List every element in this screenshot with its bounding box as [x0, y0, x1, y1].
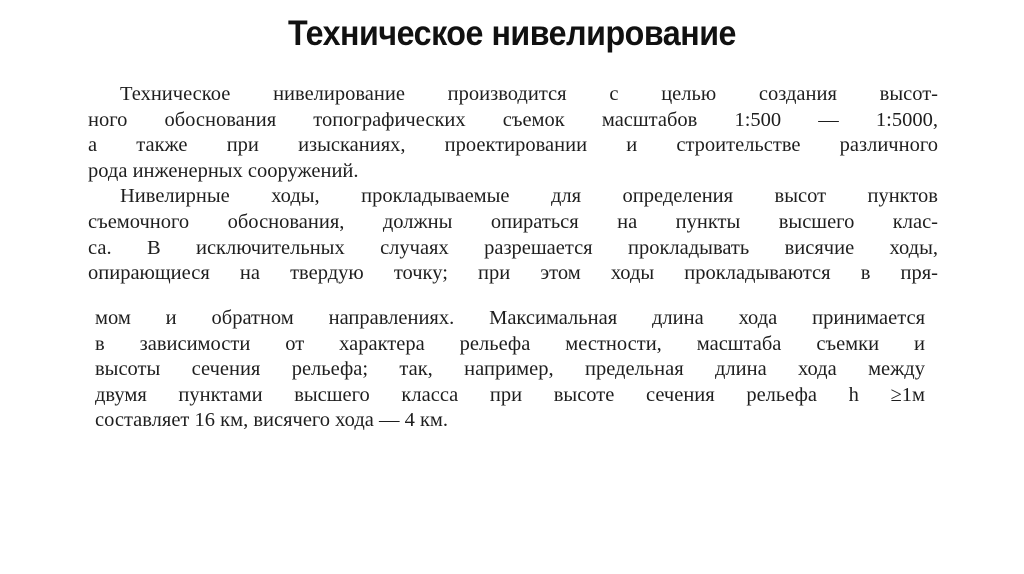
text-line: в зависимости от характера рельефа местности, масштаба съемки и — [95, 332, 925, 355]
slide-title: Техническое нивелирование — [287, 14, 737, 53]
text-line: рода инженерных сооружений. — [88, 159, 359, 182]
text-line: составляет 16 км, висячего хода — 4 км. — [95, 409, 449, 432]
text-line: опирающиеся на твердую точку; при этом ходы прокладываются в пря- — [88, 262, 938, 285]
text-line: мом и обратном направлениях. Максимальная длина хода принимается — [95, 307, 925, 329]
text-line: Техническое нивелирование производится с целью создания высот- — [120, 83, 938, 105]
scanned-text-fragment-2 — [95, 306, 925, 434]
scanned-text-fragment-1 — [88, 82, 938, 287]
text-line: а также при изысканиях, проектировании и строительстве различного — [88, 134, 938, 157]
text-line: Нивелирные ходы, прокладываемые для определения высот пунктов — [120, 185, 938, 208]
text-line: высоты сечения рельефа; так, например, предельная длина хода между — [95, 358, 925, 381]
text-line: съемочного обоснования, должны опираться на пункты высшего клас- — [88, 210, 938, 233]
text-line: ного обоснования топографических съемок масштабов 1:500 — 1:5000, — [88, 108, 938, 131]
text-line: двумя пунктами высшего класса при высоте сечения рельефа h ≥1м — [95, 383, 925, 406]
text-line: са. В исключительных случаях разрешается прокладывать висячие ходы, — [88, 236, 938, 259]
